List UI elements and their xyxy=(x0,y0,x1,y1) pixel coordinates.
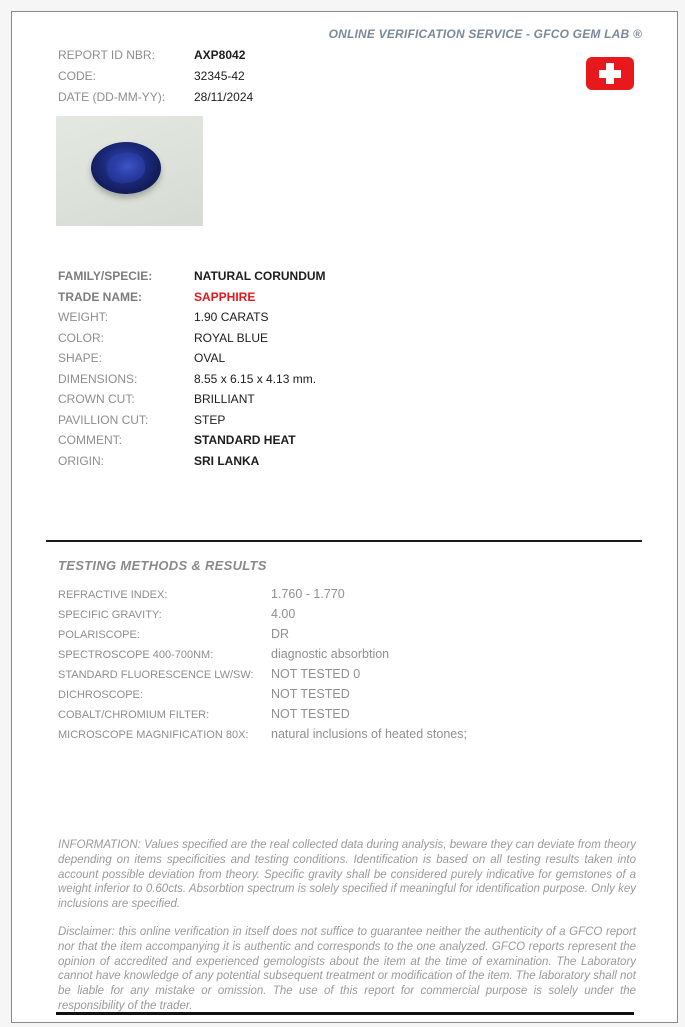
trade-name-label: TRADE NAME: xyxy=(58,289,142,304)
pavillion-cut-row xyxy=(58,410,326,431)
pavillion-cut-value: STEP xyxy=(194,412,226,427)
shape-row xyxy=(58,348,326,369)
report-id-value: AXP8042 xyxy=(194,48,246,62)
origin-row xyxy=(58,451,326,472)
family-specie-label: FAMILY/SPECIE: xyxy=(58,269,153,283)
polariscope-row xyxy=(58,624,467,644)
swiss-cross-icon xyxy=(586,57,634,90)
report-id-row xyxy=(58,44,253,65)
family-specie-row xyxy=(58,266,326,287)
identification-section xyxy=(58,266,326,471)
trade-name-value: SAPPHIRE xyxy=(194,289,256,304)
dimensions-value: 8.55 x 6.15 x 4.13 mm. xyxy=(194,371,317,386)
certificate-page xyxy=(11,11,678,1023)
testing-section-heading: TESTING METHODS & RESULTS xyxy=(58,558,267,573)
sapphire-gem-image xyxy=(91,142,161,194)
weight-label: WEIGHT: xyxy=(58,310,108,324)
microscope-row xyxy=(58,724,467,744)
code-value: 32345-42 xyxy=(194,69,245,83)
dichroscope-label: DICHROSCOPE: xyxy=(58,689,143,701)
date-value: 28/11/2024 xyxy=(194,90,254,104)
specific-gravity-row xyxy=(58,604,467,624)
spectroscope-row xyxy=(58,644,467,664)
dichroscope-value: NOT TESTED xyxy=(271,687,350,701)
crown-cut-value: BRILLIANT xyxy=(194,392,255,406)
origin-value: SRI LANKA xyxy=(194,453,260,468)
dichroscope-row xyxy=(58,684,467,704)
code-label: CODE: xyxy=(58,69,97,83)
cobalt-chromium-filter-label: COBALT/CHROMIUM FILTER: xyxy=(58,709,210,721)
cobalt-chromium-filter-value: NOT TESTED xyxy=(271,707,350,721)
testing-section xyxy=(58,584,467,744)
polariscope-value: DR xyxy=(271,627,290,641)
date-label: DATE (DD-MM-YY): xyxy=(58,90,166,104)
information-paragraph: INFORMATION: Values specified are the real collected data during analysis, beware they can deviate from theory depending on items specificities and testing conditions. Identification is based on all testing results taken into account possible deviation from theory. Specific gravity shall be considered purely indicative for gemstones of a weight inferior to 0.60cts. Absorbtion spectrum is solely specified if meaningful for identification purpose. Only key inclusions are specified. xyxy=(58,839,636,911)
shape-value: OVAL xyxy=(194,351,226,365)
comment-row xyxy=(58,430,326,451)
dimensions-label: DIMENSIONS: xyxy=(58,371,138,386)
refractive-index-row xyxy=(58,584,467,604)
report-header-fields xyxy=(58,44,253,107)
gem-facet-highlight xyxy=(105,151,147,186)
crown-cut-label: CROWN CUT: xyxy=(58,392,135,406)
specific-gravity-label: SPECIFIC GRAVITY: xyxy=(58,609,162,621)
family-specie-value: NATURAL CORUNDUM xyxy=(194,269,326,283)
section-divider-line xyxy=(46,540,642,542)
comment-label: COMMENT: xyxy=(58,433,122,447)
disclaimer-paragraph: Disclaimer: this online verification in itself does not suffice to guarantee neither the authenticity of a GFCO report nor that the item accompanying it is authentic and corresponds to the one analyzed. GFCO reports represent the opinion of accredited and experienced gemologists about the item at the time of examination. The Laboratory cannot have knowledge of any potential subsequent treatment or modification of the item. The laboratory shall not be liable for any mistake or omission. The use of this report for commercial purpose is solely under the responsibility of the trader. xyxy=(58,926,636,1012)
spectroscope-value: diagnostic absorbtion xyxy=(271,647,390,661)
date-row xyxy=(58,86,253,107)
spectroscope-label: SPECTROSCOPE 400-700NM: xyxy=(58,649,214,661)
gemstone-photo xyxy=(56,116,203,226)
pavillion-cut-label: PAVILLION CUT: xyxy=(58,412,149,427)
trade-name-row xyxy=(58,287,326,308)
color-value: ROYAL BLUE xyxy=(194,330,269,345)
color-label: COLOR: xyxy=(58,330,105,345)
refractive-index-value: 1.760 - 1.770 xyxy=(271,587,345,601)
cobalt-chromium-filter-row xyxy=(58,704,467,724)
weight-value: 1.90 CARATS xyxy=(194,310,269,324)
specific-gravity-value: 4.00 xyxy=(271,607,296,621)
origin-label: ORIGIN: xyxy=(58,453,105,468)
weight-row xyxy=(58,307,326,328)
swiss-cross-horizontal-bar xyxy=(599,70,621,78)
footer-rule-line xyxy=(56,1012,634,1015)
fluorescence-row xyxy=(58,664,467,684)
service-title: ONLINE VERIFICATION SERVICE - GFCO GEM LAB ® xyxy=(328,27,642,41)
microscope-label: MICROSCOPE MAGNIFICATION 80X: xyxy=(58,729,249,741)
color-row xyxy=(58,328,326,349)
refractive-index-label: REFRACTIVE INDEX: xyxy=(58,589,168,601)
fluorescence-value: NOT TESTED 0 xyxy=(271,667,361,681)
comment-value: STANDARD HEAT xyxy=(194,433,296,447)
code-row xyxy=(58,65,253,86)
microscope-value: natural inclusions of heated stones; xyxy=(271,727,467,741)
polariscope-label: POLARISCOPE: xyxy=(58,629,140,641)
report-id-label: REPORT ID NBR: xyxy=(58,48,155,62)
crown-cut-row xyxy=(58,389,326,410)
fluorescence-label: STANDARD FLUORESCENCE LW/SW: xyxy=(58,669,254,681)
dimensions-row xyxy=(58,369,326,390)
shape-label: SHAPE: xyxy=(58,351,103,365)
